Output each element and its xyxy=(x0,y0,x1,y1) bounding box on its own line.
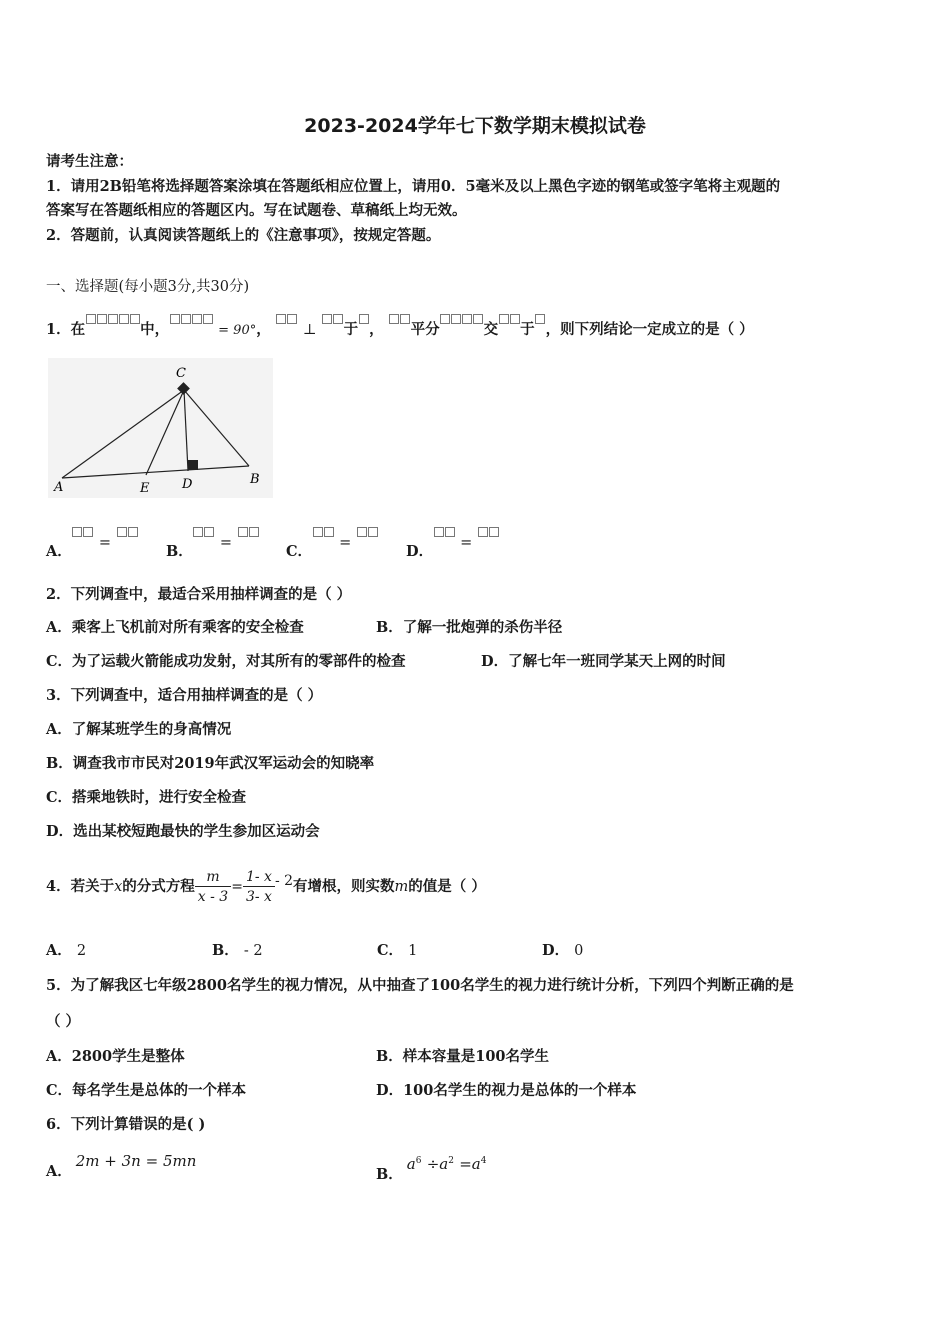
q1-option-c-label: C． xyxy=(286,543,313,560)
question-3-stem: 3．下列调查中，适合用抽样调查的是（ ） xyxy=(46,687,323,704)
q4-option-c-value: 1 xyxy=(408,943,418,959)
q4-var-m: m xyxy=(394,879,409,895)
q1-option-c-eq: = xyxy=(339,535,352,551)
section-heading: 一、选择题(每小题3分,共30分) xyxy=(46,279,250,295)
right-angle-mark xyxy=(188,460,198,470)
q4-option-a-label: A． xyxy=(46,942,72,959)
q1-option-b-eq: = xyxy=(219,535,232,551)
q1-option-d xyxy=(406,536,499,562)
q1-placeholder-angle xyxy=(169,314,213,338)
q1-option-b-label: B． xyxy=(166,543,193,560)
question-2-stem: 2．下列调查中，最适合采用抽样调查的是（ ） xyxy=(46,586,352,603)
q4-equals: = xyxy=(231,879,243,895)
q4-text-1: 4．若关于 xyxy=(46,878,115,895)
q6-option-a xyxy=(46,1152,197,1182)
q4-option-c-label: C． xyxy=(377,942,404,959)
q2-option-c: C．为了运载火箭能成功发射，对其所有的零部件的检查 xyxy=(46,653,406,670)
q6-option-b-expr xyxy=(407,1155,487,1173)
q4-option-d-label: D． xyxy=(542,942,570,959)
q1-text-6: 平分 xyxy=(410,321,440,338)
q4-text-2: 的分式方程 xyxy=(122,878,195,895)
q6-option-b-label: B． xyxy=(376,1166,403,1183)
q4-text-3: 有增根，则实数 xyxy=(293,878,395,895)
q1-text-1: 1．在 xyxy=(46,321,86,338)
q1-text-3: ， xyxy=(256,321,271,338)
q4-fraction-right xyxy=(243,868,275,907)
q4-option-a-value: 2 xyxy=(76,943,87,959)
q5-option-a: A．2800学生是整体 xyxy=(46,1048,185,1065)
q4-frac2-den: 3- x xyxy=(245,888,272,905)
q4-option-a xyxy=(46,941,86,961)
q4-option-d-value: 0 xyxy=(574,943,584,959)
q6-b-base-1: a xyxy=(406,1155,416,1173)
q1-perp-symbol: ⊥ xyxy=(302,322,317,338)
q1-placeholder-ab xyxy=(322,314,344,338)
q1-option-d-label: D． xyxy=(406,543,434,560)
q6-b-div: ÷ xyxy=(426,1155,440,1173)
question-5-stem-line-1: 5．为了解我区七年级2800名学生的视力情况，从中抽查了100名学生的视力进行统计分析，下列四个判断正确的是 xyxy=(46,977,794,994)
q1-option-a-eq: = xyxy=(98,535,111,551)
label-a: A xyxy=(54,480,64,495)
q1-angle-value: = 90° xyxy=(218,323,257,338)
q6-b-base-2: a xyxy=(439,1155,449,1173)
q6-option-a-expr: 2m + 3n = 5mn xyxy=(75,1152,197,1170)
q4-option-b-label: B． xyxy=(212,942,239,959)
q4-frac1-den: x - 3 xyxy=(197,888,229,905)
notice-heading: 请考生注意： xyxy=(46,153,133,170)
q1-placeholder-bisected-angle xyxy=(440,314,484,338)
q3-option-c: C．搭乘地铁时，进行安全检查 xyxy=(46,789,247,806)
q1-text-4: 于 xyxy=(343,321,359,338)
q1-text-2: 中， xyxy=(140,321,170,338)
q1-text-5: ， xyxy=(369,321,384,338)
q6-b-exp-2: 2 xyxy=(448,1156,454,1166)
q1-option-a xyxy=(46,536,138,562)
notice-item-1-line-1: 1．请用2B铅笔将选择题答案涂填在答题纸相应位置上，请用0．5毫米及以上黑色字迹的钢笔或签字笔将主观题的 xyxy=(46,178,781,195)
q4-frac1-num: m xyxy=(195,868,231,887)
q1-placeholder-line xyxy=(498,314,520,338)
q6-b-exp-1: 6 xyxy=(415,1156,422,1166)
question-1-stem xyxy=(46,314,754,341)
label-c: C xyxy=(176,366,186,381)
q1-placeholder-cd xyxy=(276,314,298,338)
q4-option-b xyxy=(212,941,263,961)
q4-option-c xyxy=(377,941,417,961)
q2-option-a: A．乘客上飞机前对所有乘客的安全检查 xyxy=(46,619,304,636)
q4-option-b-value: - 2 xyxy=(243,943,263,959)
q5-option-c: C．每名学生是总体的一个样本 xyxy=(46,1082,247,1099)
q5-option-d: D．100名学生的视力是总体的一个样本 xyxy=(376,1082,637,1099)
q3-option-b: B．调查我市市民对2019年武汉军运动会的知晓率 xyxy=(46,755,375,772)
q4-text-4: 的值是（ ） xyxy=(408,878,486,895)
label-b: B xyxy=(250,472,260,487)
q1-option-a-label: A． xyxy=(46,543,72,560)
notice-item-2: 2．答题前，认真阅读答题纸上的《注意事项》，按规定答题。 xyxy=(46,227,441,244)
notice-item-1-line-2: 答案写在答题纸相应的答题区内。写在试题卷、草稿纸上均无效。 xyxy=(46,202,467,219)
q1-placeholder-e xyxy=(535,314,546,338)
q1-placeholder-d xyxy=(358,314,369,338)
q6-b-exp-3: 4 xyxy=(480,1156,487,1166)
q6-option-a-label: A． xyxy=(46,1163,72,1180)
page-title: 2023-2024学年七下数学期末模拟试卷 xyxy=(304,115,646,137)
question-6-stem: 6．下列计算错误的是( ) xyxy=(46,1116,206,1133)
q1-option-b xyxy=(166,536,259,562)
q4-var-x: x xyxy=(114,879,123,895)
q1-text-7: 交 xyxy=(483,321,499,338)
q1-text-9: ，则下列结论一定成立的是（ ） xyxy=(545,321,754,338)
q4-tail: - 2 xyxy=(274,873,294,889)
q6-b-base-3: a xyxy=(471,1155,481,1173)
triangle-figure xyxy=(48,358,273,498)
label-e: E xyxy=(140,481,150,496)
q1-option-c xyxy=(286,536,378,562)
question-5-stem-line-2: （ ） xyxy=(46,1013,81,1030)
q2-option-b: B．了解一批炮弹的杀伤半径 xyxy=(376,619,563,636)
q6-option-b xyxy=(376,1155,487,1185)
q6-b-eq: = xyxy=(459,1155,472,1173)
q1-option-d-eq: = xyxy=(460,535,473,551)
q1-text-8: 于 xyxy=(520,321,535,338)
q1-placeholder-ce xyxy=(389,314,411,338)
label-d: D xyxy=(182,477,193,492)
q5-option-b: B．样本容量是100名学生 xyxy=(376,1048,550,1065)
q3-option-d: D．选出某校短跑最快的学生参加区运动会 xyxy=(46,823,320,840)
q3-option-a: A．了解某班学生的身高情况 xyxy=(46,721,232,738)
q1-placeholder-triangle xyxy=(85,314,140,338)
question-4-stem xyxy=(46,858,486,910)
q4-option-d xyxy=(542,941,583,961)
q2-option-d: D．了解七年一班同学某天上网的时间 xyxy=(481,653,726,670)
q4-fraction-left xyxy=(195,868,231,907)
q4-frac2-num: 1- x xyxy=(243,868,275,887)
